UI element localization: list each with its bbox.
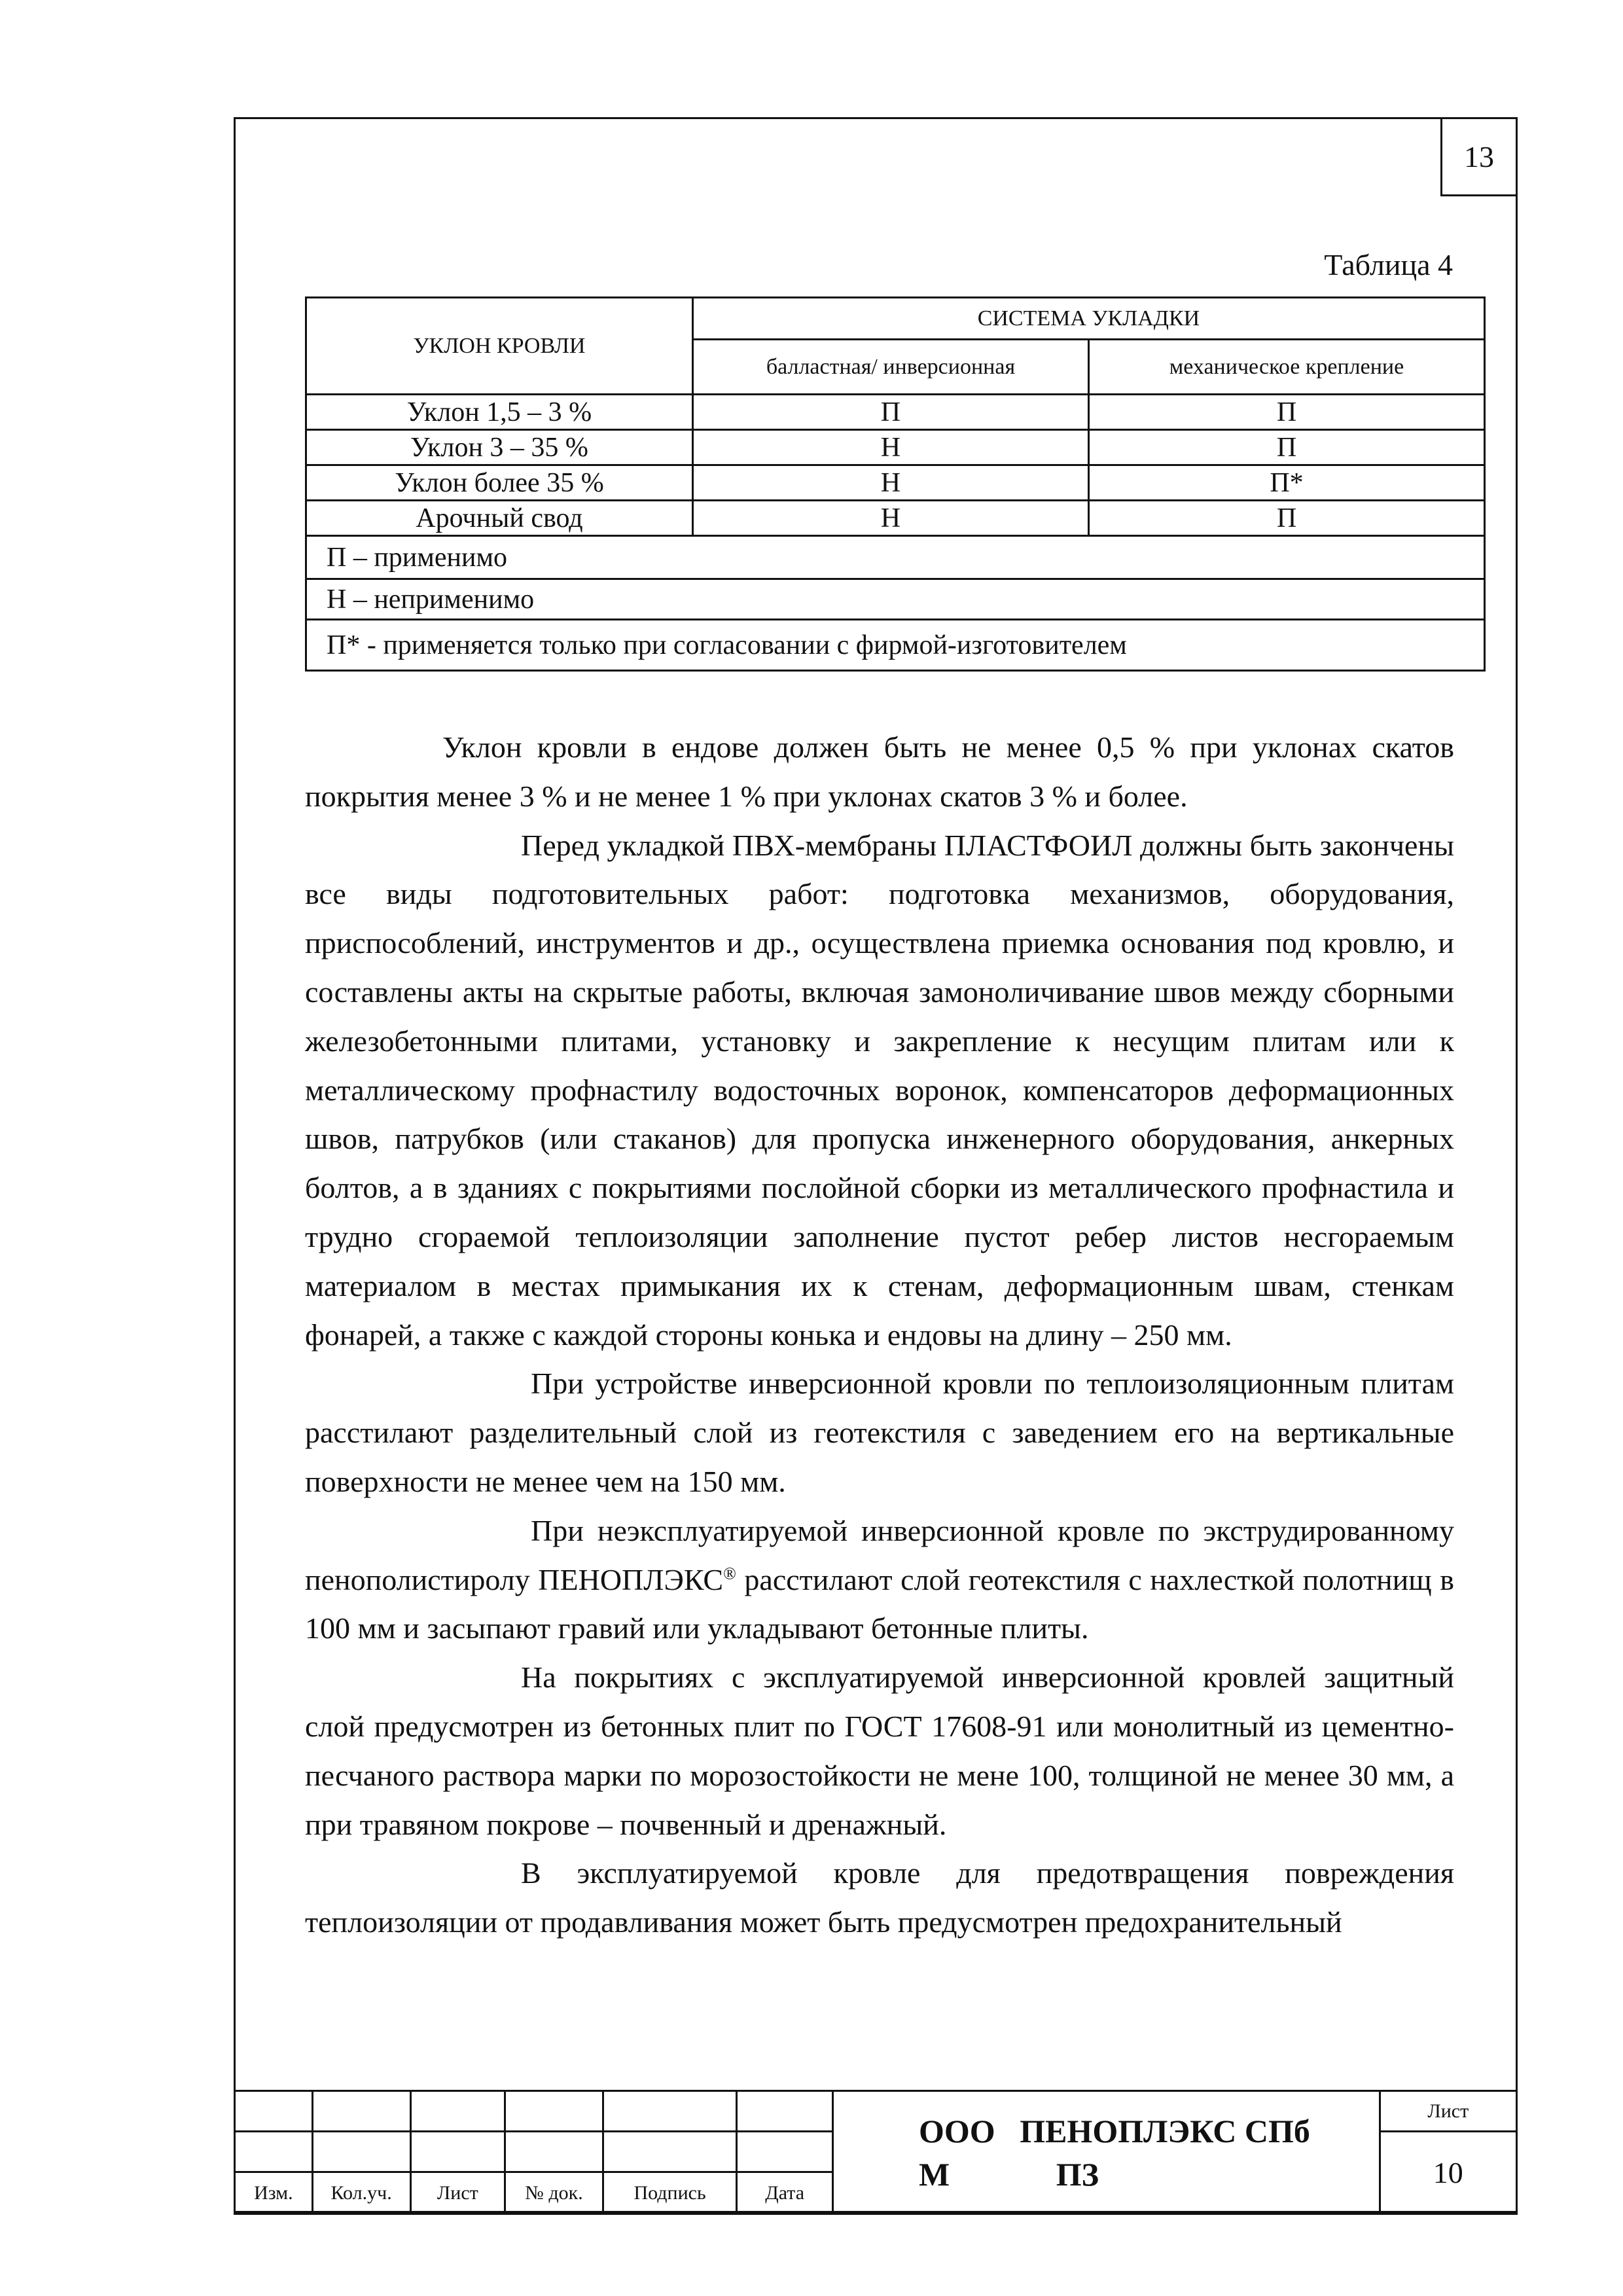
sheet-label: Лист [1380, 2091, 1516, 2132]
stamp-col-label: Лист [410, 2172, 505, 2214]
table-row [306, 465, 1485, 501]
col-header-system: СИСТЕМА УКЛАДКИ [692, 298, 1484, 340]
cell-ballast: Н [692, 430, 1088, 465]
table-row [306, 501, 1485, 536]
table-note: П* - применяется только при согласовании с фирмой-изготовителем [306, 620, 1485, 671]
paragraph: Перед укладкой ПВХ-мембраны ПЛАСТФОИЛ должны быть закончены все виды подготовительных работ: подготовка механизмов, оборудования, приспособлений, инструментов и др., осуществлена приемка основания под кровлю, и составлены акты на скрытые работы, включая замоноличивание швов между сборными железобетонными плитами, установку и закрепление к несущим плитам или к металлическому профнастилу водосточных воронок, компенсаторов деформационных швов, патрубков (или стаканов) для пропуска инженерного оборудования, анкерных болтов, а в зданиях с покрытиями послойной сборки из металлического профнастила и трудно сгораемой теплоизоляции заполнение пустот ребер листов несгораемым материалом в местах примыкания их к стенам, деформационным швам, стенкам фонарей, а также с каждой стороны конька и ендовы на длину – 250 мм. [305, 828, 1454, 1352]
table-note: П – применимо [306, 536, 1485, 579]
doc-code-line: М ПЗ [919, 2155, 1099, 2193]
page-number: 13 [1440, 117, 1518, 196]
stamp-col-label: № док. [505, 2172, 603, 2214]
table-row [306, 395, 1485, 430]
company-name [833, 2091, 1380, 2214]
body-text [305, 723, 1454, 1947]
cell-mechanical: П [1088, 501, 1484, 536]
stamp-col-label: Подпись [603, 2172, 737, 2214]
col-header-slope: УКЛОН КРОВЛИ [306, 298, 693, 395]
title-block [234, 2090, 1518, 2213]
paragraph: На покрытиях с эксплуатируемой инверсионной кровлей защитный слой предусмотрен из бетонных плит по ГОСТ 17608-91 или монолитный из цементно-песчаного раствора марки по морозостойкости не мене 100, толщиной не менее 30 мм, а при травяном покрове – почвенный и дренажный. [305, 1660, 1454, 1841]
stamp-col-label: Изм. [235, 2172, 313, 2214]
cell-mechanical: П [1088, 430, 1484, 465]
paragraph: В эксплуатируемой кровле для предотвращения повреждения теплоизоляции от продавливания может быть предусмотрен предохранительный [305, 1856, 1454, 1939]
cell-slope: Уклон 1,5 – 3 % [306, 395, 693, 430]
paragraph: При устройстве инверсионной кровли по теплоизоляционным плитам расстилают разделительный слой из геотекстиля с заведением его на вертикальные поверхности не менее чем на 150 мм. [305, 1367, 1454, 1498]
paragraph-part: расстилают слой геотекстиля с нахлесткой полотнищ в 100 мм и засыпают гравий или укладывают бетонные плиты. [305, 1562, 1454, 1645]
table-caption: Таблица 4 [1324, 248, 1453, 281]
cell-slope: Арочный свод [306, 501, 693, 536]
sheet-number: 10 [1380, 2132, 1516, 2214]
cell-slope: Уклон 3 – 35 % [306, 430, 693, 465]
paragraph [305, 1507, 1454, 1653]
cell-mechanical: П [1088, 395, 1484, 430]
cell-ballast: П [692, 395, 1088, 430]
paragraph: Уклон кровли в ендове должен быть не менее 0,5 % при уклонах скатов покрытия менее 3 % и не менее 1 % при уклонах скатов 3 % и более. [305, 730, 1454, 813]
cell-mechanical: П* [1088, 465, 1484, 501]
roof-slope-table [305, 296, 1486, 672]
paragraph-part: При неэксплуатируемой инверсионной кровле по экструдированному пенополистиролу ПЕНОПЛЭКС [305, 1513, 1454, 1596]
col-header-ballast: балластная/ инверсионная [692, 340, 1088, 395]
stamp-col-label: Кол.уч. [312, 2172, 410, 2214]
cell-slope: Уклон более 35 % [306, 465, 693, 501]
cell-ballast: Н [692, 501, 1088, 536]
stamp-col-label: Дата [737, 2172, 833, 2214]
registered-mark: ® [723, 1564, 736, 1583]
table-note: Н – неприменимо [306, 579, 1485, 620]
table-row [306, 430, 1485, 465]
cell-ballast: Н [692, 465, 1088, 501]
col-header-mechanical: механическое крепление [1088, 340, 1484, 395]
company-line: ООО ПЕНОПЛЭКС СПб [919, 2112, 1310, 2149]
